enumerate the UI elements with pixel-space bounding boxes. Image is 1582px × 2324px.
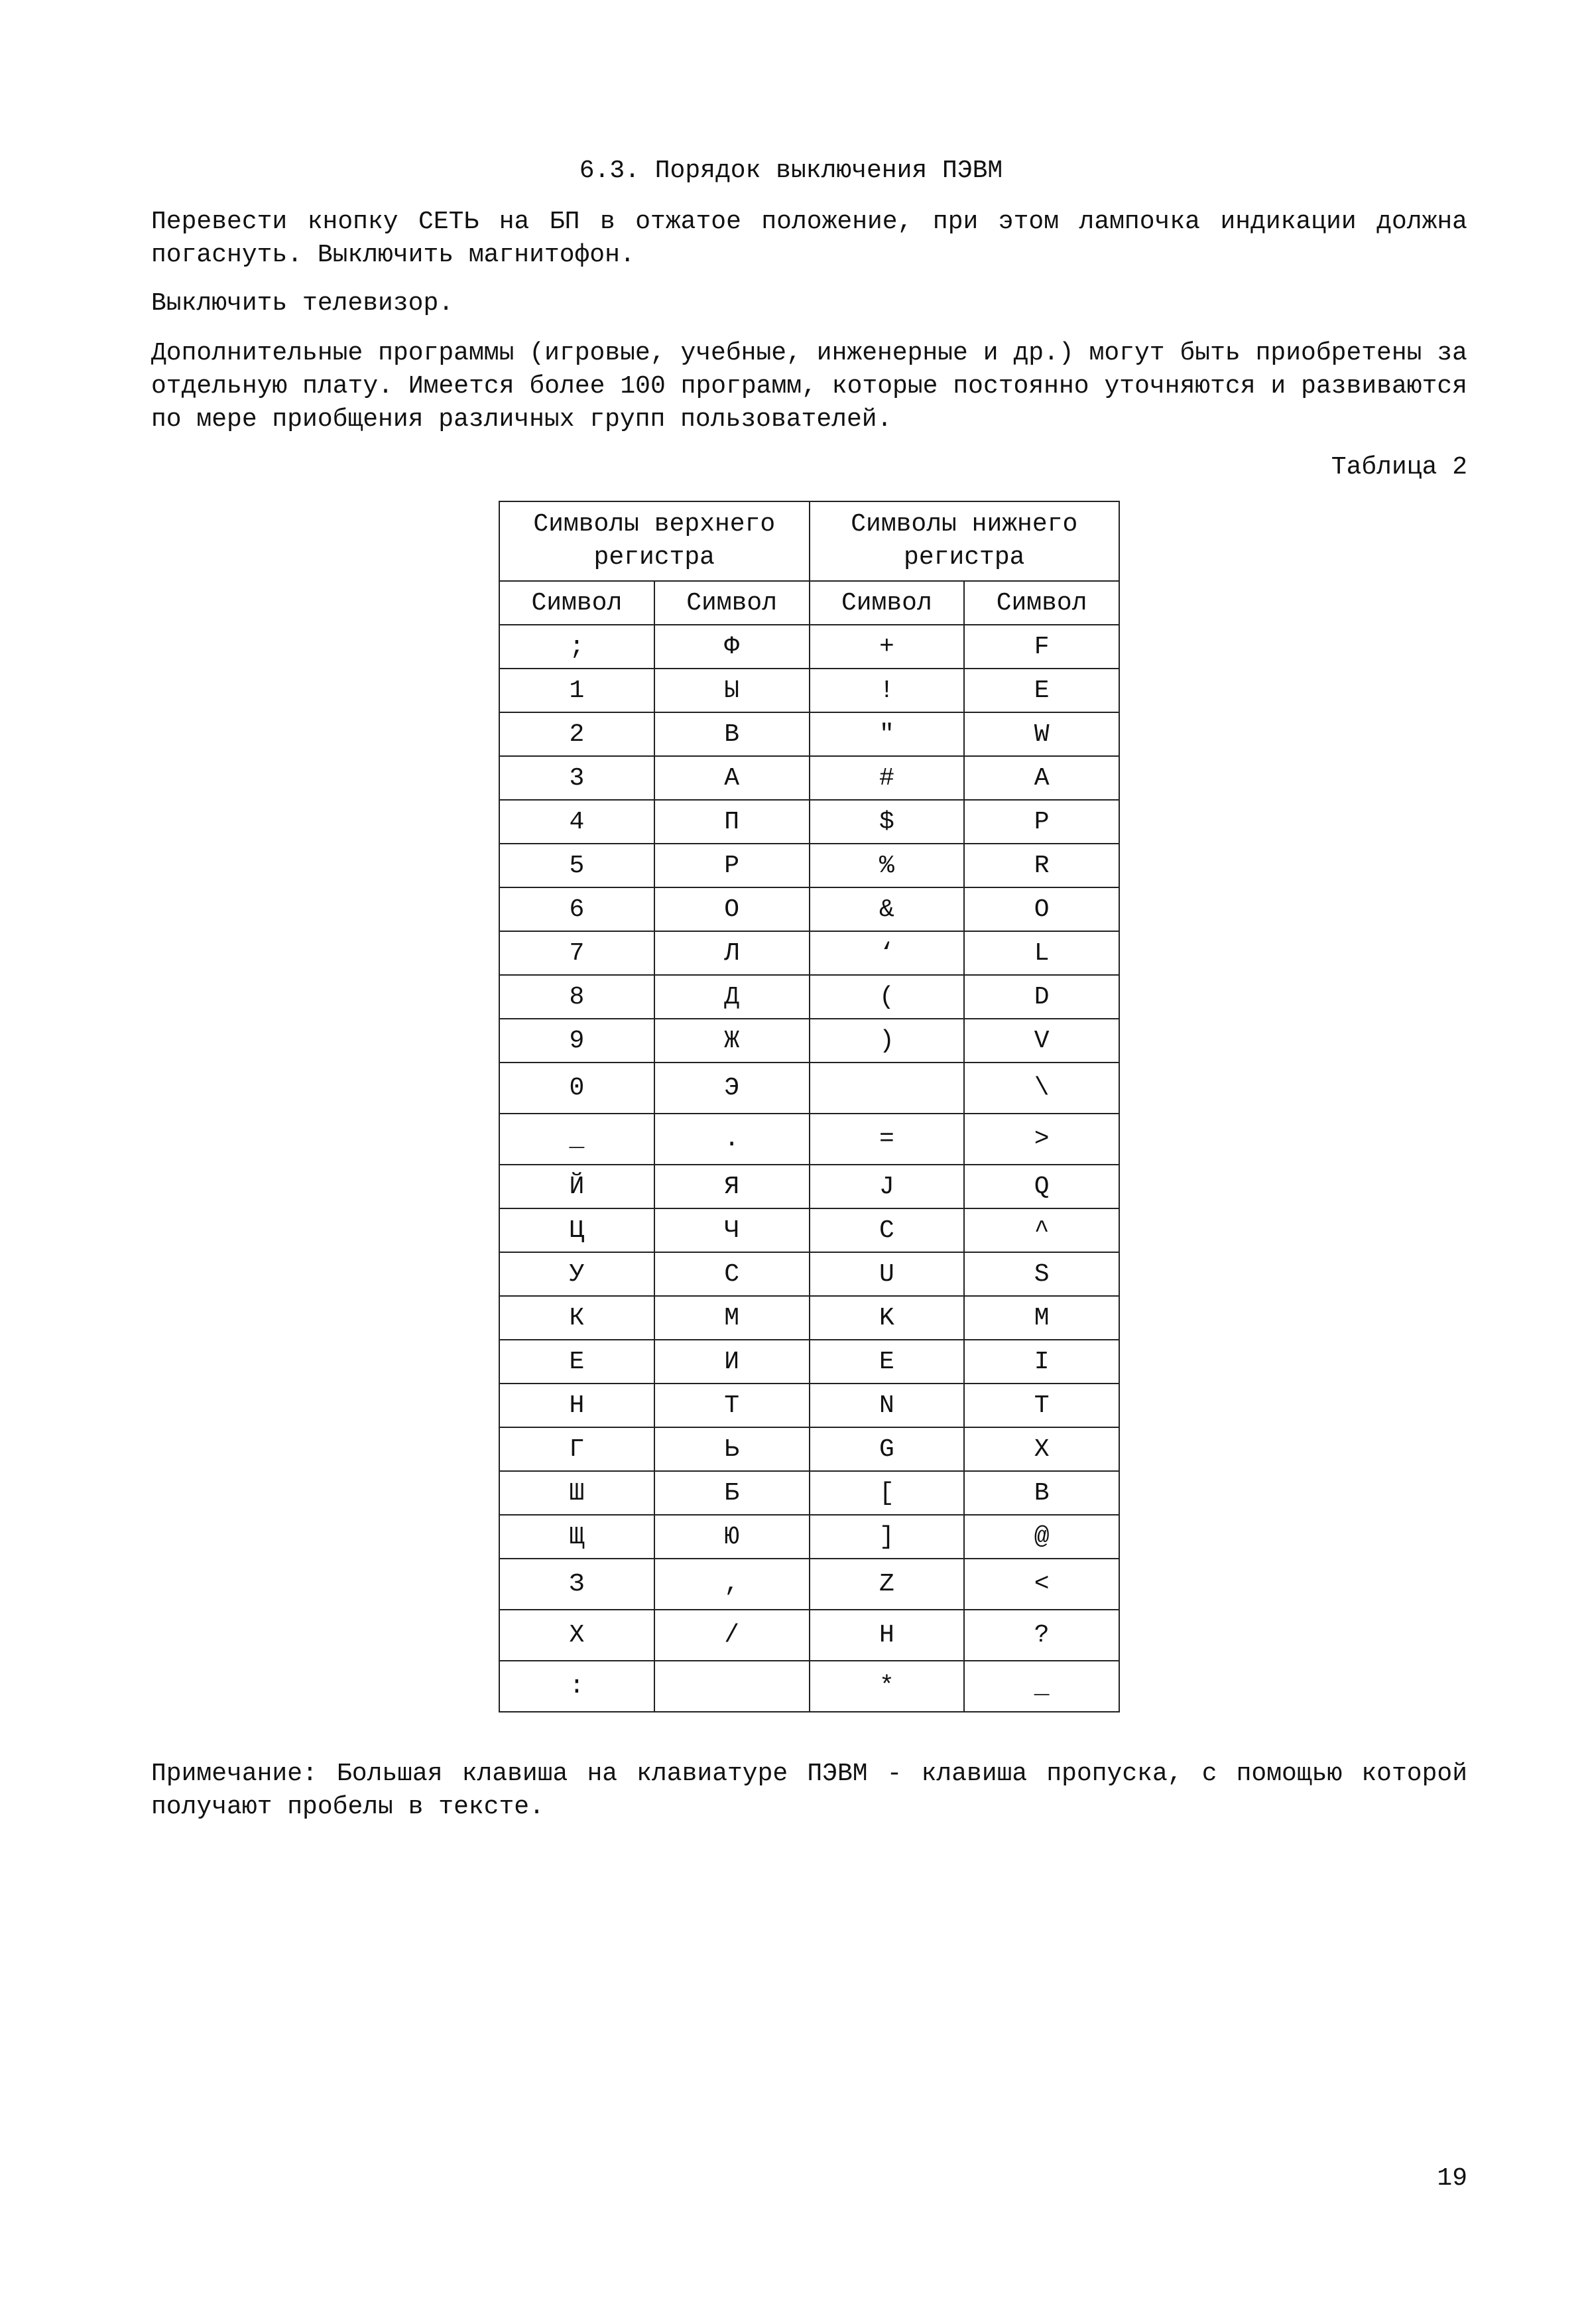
table-cell: E: [810, 1340, 965, 1384]
table-cell: !: [810, 669, 965, 712]
table-row: [499, 1471, 1119, 1515]
table-cell: Г: [499, 1427, 654, 1471]
table-cell: Д: [654, 975, 810, 1019]
table-cell: ?: [964, 1610, 1119, 1661]
table-cell: *: [810, 1661, 965, 1712]
table-row: [499, 975, 1119, 1019]
table-caption: Таблица 2: [1331, 453, 1467, 482]
table-cell: \: [964, 1063, 1119, 1114]
table-cell: =: [810, 1114, 965, 1165]
table-cell: .: [654, 1114, 810, 1165]
table-cell: ,: [654, 1559, 810, 1610]
table-row: [499, 1661, 1119, 1712]
table-cell: Щ: [499, 1515, 654, 1559]
table-cell: L: [964, 931, 1119, 975]
table-cell: :: [499, 1661, 654, 1712]
table-row: [499, 1427, 1119, 1471]
table-cell: G: [810, 1427, 965, 1471]
paragraph-tv-off: Выключить телевизор.: [151, 289, 454, 318]
table-row: [499, 1063, 1119, 1114]
table-cell: П: [654, 800, 810, 844]
paragraph-shutdown-steps: Перевести кнопку СЕТЬ на БП в отжатое положение, при этом лампочка индикации должна погаснуть. Выключить магнитофон.: [151, 208, 1467, 269]
table-cell: Ц: [499, 1208, 654, 1252]
table-cell: _: [964, 1661, 1119, 1712]
table-cell: ^: [964, 1208, 1119, 1252]
table-cell: ): [810, 1019, 965, 1063]
table-cell: H: [810, 1610, 965, 1661]
table-cell: >: [964, 1114, 1119, 1165]
table-cell: 1: [499, 669, 654, 712]
table-cell: 5: [499, 844, 654, 887]
column-header: Символ: [810, 581, 965, 625]
table-row: [499, 1384, 1119, 1427]
upper-register-header: Символы верхнего регистра: [499, 501, 810, 581]
table-cell: Н: [499, 1384, 654, 1427]
table-cell: С: [654, 1252, 810, 1296]
table-cell: З: [499, 1559, 654, 1610]
table-cell: Я: [654, 1165, 810, 1208]
table-cell: 4: [499, 800, 654, 844]
table-cell: %: [810, 844, 965, 887]
table-cell: V: [964, 1019, 1119, 1063]
table-row: [499, 887, 1119, 931]
table-cell: ]: [810, 1515, 965, 1559]
table-cell: М: [654, 1296, 810, 1340]
table-cell: N: [810, 1384, 965, 1427]
table-cell: _: [499, 1114, 654, 1165]
table-row: [499, 669, 1119, 712]
table-row: [499, 1296, 1119, 1340]
table-cell: 6: [499, 887, 654, 931]
table-cell: Q: [964, 1165, 1119, 1208]
table-cell: #: [810, 756, 965, 800]
table-cell: 7: [499, 931, 654, 975]
table-cell: ": [810, 712, 965, 756]
table-cell: 2: [499, 712, 654, 756]
table-cell: W: [964, 712, 1119, 756]
table-row: [499, 931, 1119, 975]
table-cell: O: [964, 887, 1119, 931]
table-cell: 8: [499, 975, 654, 1019]
table-cell: Б: [654, 1471, 810, 1515]
table-cell: (: [810, 975, 965, 1019]
table-cell: Ь: [654, 1427, 810, 1471]
page-number: 19: [1437, 2164, 1467, 2193]
table-cell: ;: [499, 625, 654, 669]
table-cell: [654, 1661, 810, 1712]
table-row: [499, 1515, 1119, 1559]
table-row: [499, 1165, 1119, 1208]
symbol-table: [499, 501, 1120, 1712]
table-cell: P: [964, 800, 1119, 844]
table-cell: К: [499, 1296, 654, 1340]
table-cell: Z: [810, 1559, 965, 1610]
table-row: [499, 1340, 1119, 1384]
table-cell: Ж: [654, 1019, 810, 1063]
table-cell: K: [810, 1296, 965, 1340]
table-cell: F: [964, 625, 1119, 669]
table-row: [499, 1610, 1119, 1661]
table-cell: Л: [654, 931, 810, 975]
table-cell: D: [964, 975, 1119, 1019]
table-cell: A: [964, 756, 1119, 800]
table-cell: Х: [499, 1610, 654, 1661]
table-cell: S: [964, 1252, 1119, 1296]
table-cell: Ч: [654, 1208, 810, 1252]
symbol-table-body: [499, 625, 1119, 1712]
table-cell: 3: [499, 756, 654, 800]
column-header: Символ: [654, 581, 810, 625]
table-row: [499, 1208, 1119, 1252]
table-cell: B: [964, 1471, 1119, 1515]
table-cell: &: [810, 887, 965, 931]
table-cell: Т: [654, 1384, 810, 1427]
table-cell: I: [964, 1340, 1119, 1384]
table-cell: U: [810, 1252, 965, 1296]
table-row: [499, 1019, 1119, 1063]
table-cell: R: [964, 844, 1119, 887]
table-cell: 0: [499, 1063, 654, 1114]
table-cell: А: [654, 756, 810, 800]
table-cell: Э: [654, 1063, 810, 1114]
table-cell: C: [810, 1208, 965, 1252]
lower-register-header: Символы нижнего регистра: [810, 501, 1120, 581]
note: Примечание: Большая клавиша на клавиатуре ПЭВМ - клавиша пропуска, с помощью которой получают пробелы в тексте.: [151, 1760, 1467, 1821]
table-cell: E: [964, 669, 1119, 712]
table-row: [499, 1252, 1119, 1296]
table-cell: T: [964, 1384, 1119, 1427]
table-row: [499, 625, 1119, 669]
table-cell: И: [654, 1340, 810, 1384]
column-header: Символ: [964, 581, 1119, 625]
table-row: [499, 1559, 1119, 1610]
table-row: [499, 844, 1119, 887]
table-cell: О: [654, 887, 810, 931]
table-cell: +: [810, 625, 965, 669]
table-cell: Р: [654, 844, 810, 887]
table-cell: Е: [499, 1340, 654, 1384]
table-cell: Й: [499, 1165, 654, 1208]
table-cell: Ш: [499, 1471, 654, 1515]
table-cell: Ы: [654, 669, 810, 712]
table-cell: Ю: [654, 1515, 810, 1559]
table-row: [499, 756, 1119, 800]
table-cell: @: [964, 1515, 1119, 1559]
table-cell: В: [654, 712, 810, 756]
table-cell: У: [499, 1252, 654, 1296]
table-cell: <: [964, 1559, 1119, 1610]
table-cell: [: [810, 1471, 965, 1515]
table-cell: $: [810, 800, 965, 844]
table-cell: 9: [499, 1019, 654, 1063]
table-row: [499, 800, 1119, 844]
table-cell: Ф: [654, 625, 810, 669]
table-cell: ‘: [810, 931, 965, 975]
table-row: [499, 712, 1119, 756]
table-cell: /: [654, 1610, 810, 1661]
table-cell: X: [964, 1427, 1119, 1471]
table-cell: J: [810, 1165, 965, 1208]
table-row: [499, 1114, 1119, 1165]
table-cell: [810, 1063, 965, 1114]
paragraph-additional-programs: Дополнительные программы (игровые, учебные, инженерные и др.) могут быть приобретены за отдельную плату. Имеется более 100 программ, которые постоянно уточняются и развиваются по мере приобщения различных групп пользователей.: [151, 339, 1467, 434]
section-heading: 6.3. Порядок выключения ПЭВМ: [579, 157, 1003, 185]
table-cell: M: [964, 1296, 1119, 1340]
column-header: Символ: [499, 581, 654, 625]
